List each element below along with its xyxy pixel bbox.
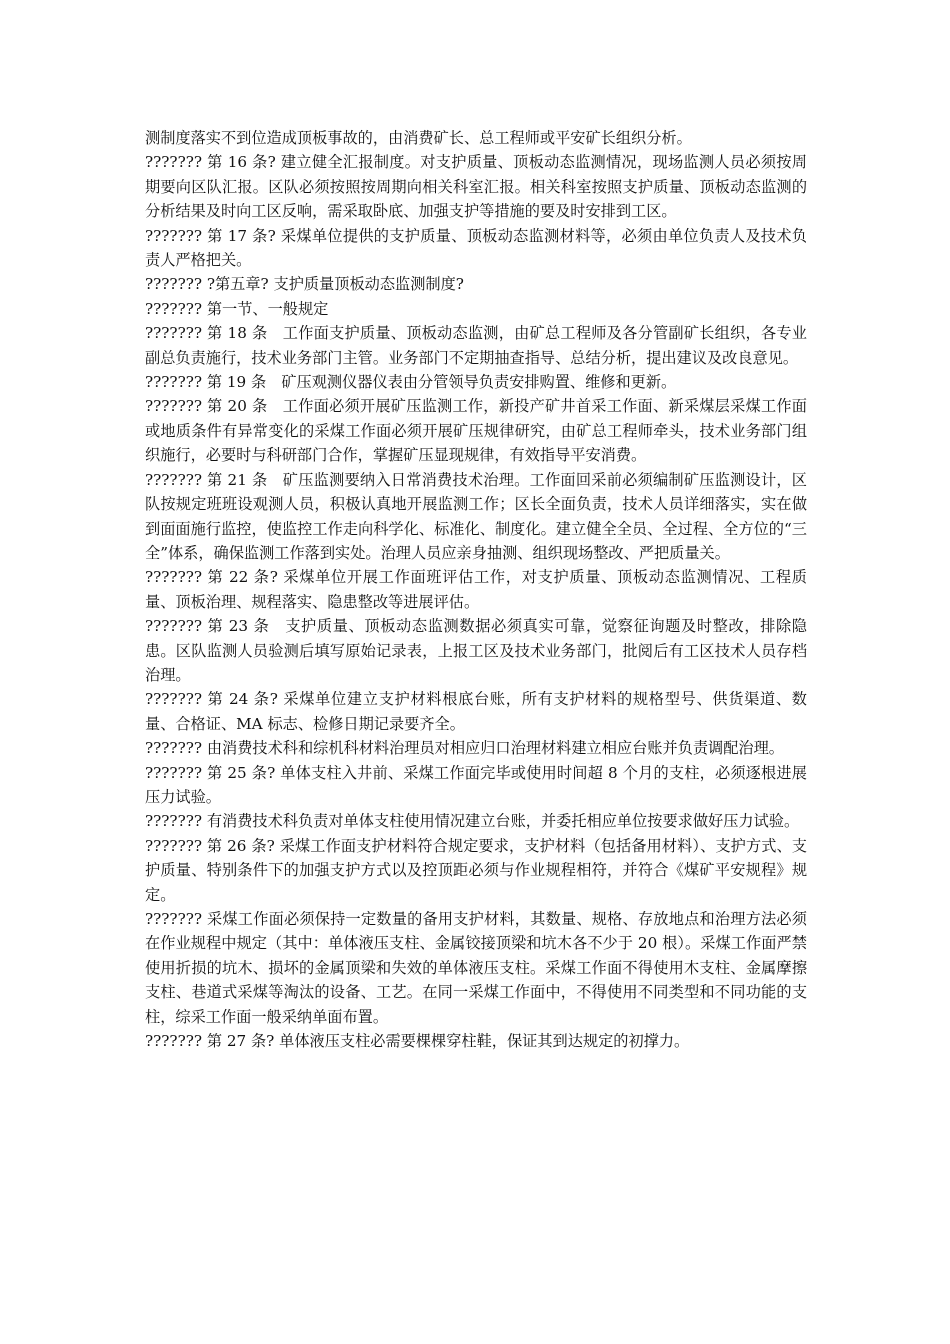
paragraph: ??????? 第 23 条 支护质量、顶板动态监测数据必须真实可靠，觉察征询题及时整改，排除隐患。区队监测人员验测后填写原始记录表，上报工区及技术业务部门，批阅后有工区技术人员存档治理。 [145,617,807,684]
paragraph: ??????? 第 17 条? 采煤单位提供的支护质量、顶板动态监测材料等，必须由单位负责人及技术负责人严格把关。 [145,226,807,270]
paragraph: ??????? 采煤工作面必须保持一定数量的备用支护材料，其数量、规格、存放地点和治理方法必须在作业规程中规定（其中：单体液压支柱、金属铰接顶梁和坑木各不少于 20 根）。采煤工作面严禁使用折损的坑木、损坏的金属顶梁和失效的单体液压支柱。采煤工作面不得使用木支柱、金属摩擦支柱、巷道式采煤等淘汰的设备、工艺。在同一采煤工作面中，不得使用不同类型和不同功能的支柱，综采工作面一般采纳单面布置。 [145,910,807,1026]
paragraph: 测制度落实不到位造成顶板事故的，由消费矿长、总工程师或平安矿长组织分析。 [145,129,692,147]
paragraph: ??????? 第 21 条 矿压监测要纳入日常消费技术治理。工作面回采前必须编制矿压监测设计，区队按规定班班设观测人员，积极认真地开展监测工作；区长全面负责，技术人员详细落实，实在做到面面施行监控，使监控工作走向科学化、标准化、制度化。建立健全全员、全过程、全方位的“三全”体系，确保监测工作落到实处。治理人员应亲身抽测、组织现场整改、严把质量关。 [145,470,807,562]
paragraph: ??????? 第 16 条? 建立健全汇报制度。对支护质量、顶板动态监测情况，现场监测人员必须按周期要向区队汇报。区队必须按照按周期向相关科室汇报。相关科室按照支护质量、顶板动态监测的分析结果及时向工区反响，需采取卧底、加强支护等措施的要及时安排到工区。 [145,153,807,221]
paragraph: ??????? 第 24 条? 采煤单位建立支护材料根底台账，所有支护材料的规格型号、供货渠道、数量、合格证、MA 标志、检修日期记录要齐全。 [145,690,807,733]
paragraph: ??????? 由消费技术科和综机科材料治理员对相应归口治理材料建立相应台账并负责调配治理。 [145,739,784,758]
paragraph: ??????? 第 20 条 工作面必须开展矿压监测工作，新投产矿井首采工作面、新采煤层采煤工作面或地质条件有异常变化的采煤工作面必须开展矿压规律研究，由矿总工程师牵头，技术业务部门组织施行，必要时与科研部门合作，掌握矿压显现规律，有效指导平安消费。 [145,397,807,465]
paragraph: ??????? 第 25 条? 单体支柱入井前、采煤工作面完毕或使用时间超 8 个月的支柱，必须逐根进展压力试验。 [145,763,807,806]
section-heading: ??????? 第一节、一般规定 [145,299,329,318]
document-page [145,126,807,1053]
paragraph: ??????? 第 18 条 工作面支护质量、顶板动态监测，由矿总工程师及各分管副矿长组织，各专业副总负责施行，技术业务部门主管。业务部门不定期抽查指导、总结分析，提出建议及改良意见。 [145,324,807,367]
chapter-heading: ??????? ?第五章? 支护质量顶板动态监测制度? [145,275,464,294]
paragraph: ??????? 第 27 条? 单体液压支柱必需要棵棵穿柱鞋，保证其到达规定的初撑力。 [145,1032,690,1051]
paragraph: ??????? 第 26 条? 采煤工作面支护材料符合规定要求，支护材料（包括备用材料）、支护方式、支护质量、特别条件下的加强支护方式以及控顶距必须与作业规程相符，并符合《煤矿平安规程》规定。 [145,836,807,904]
paragraph: ??????? 第 19 条 矿压观测仪器仪表由分管领导负责安排购置、维修和更新。 [145,373,677,392]
paragraph: ??????? 第 22 条? 采煤单位开展工作面班评估工作，对支护质量、顶板动态监测情况、工程质量、顶板治理、规程落实、隐患整改等进展评估。 [145,568,807,611]
paragraph: ??????? 有消费技术科负责对单体支柱使用情况建立台账，并委托相应单位按要求做好压力试验。 [145,812,800,831]
